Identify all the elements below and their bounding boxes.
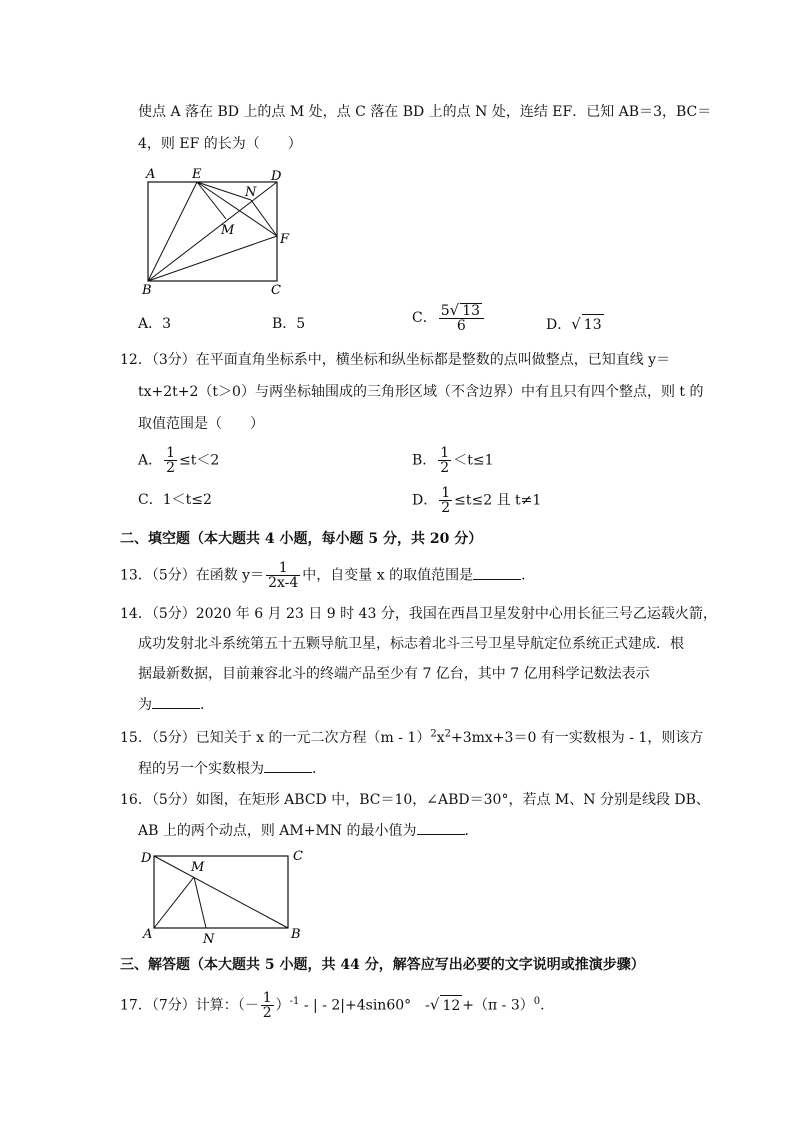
q16-line1: 16．（5分）如图，在矩形 ABCD 中，BC＝10，∠ABD＝30°，若点 M、N 分别是线段 DB、	[120, 792, 710, 808]
q11-option-d[interactable]	[546, 314, 604, 335]
q12-option-d-suffix: ≤t≤2 且 t≠1	[454, 492, 542, 509]
q11-option-c-prefix: C．	[412, 310, 437, 326]
q12-option-a-fraction: $\frac{1}{2}$	[166, 445, 176, 476]
q14-end: ．	[200, 697, 214, 713]
q16-label-d: D	[141, 851, 152, 866]
q15-part-a: 15．（5分）已知关于 x 的一元二次方程（m - 1）	[120, 730, 431, 746]
q11-label-n: N	[245, 185, 257, 200]
q11-option-c[interactable]	[412, 303, 486, 333]
q11-label-a: A	[146, 167, 156, 182]
q16-label-c: C	[293, 849, 303, 864]
q13-answer-blank[interactable]	[473, 565, 521, 580]
q13	[120, 561, 535, 590]
q13-prefix: 13．（5分）在函数 y＝	[120, 567, 265, 584]
q17-end: ．	[540, 997, 555, 1014]
q11-option-c-den: 6	[456, 318, 466, 334]
q12-option-c[interactable]: C．1＜t≤2	[138, 492, 212, 508]
q12-line3: 取值范围是（ ）	[138, 416, 264, 432]
q17-sup2: 0	[533, 995, 541, 1007]
q15-line2-prefix: 程的另一个实数根为	[138, 761, 264, 777]
q11-option-c-coef: 5	[440, 303, 450, 319]
q11-option-d-prefix: D．	[546, 317, 572, 333]
q11-line1: 使点 A 落在 BD 上的点 M 处，点 C 落在 BD 上的点 N 处，连结 EF．已知 AB＝3，BC＝	[138, 104, 712, 120]
q11-option-a[interactable]: A．3	[138, 316, 172, 332]
q11-option-c-fraction	[439, 303, 484, 333]
q15-line2	[138, 758, 326, 779]
q12-option-a-prefix: A．	[138, 452, 163, 469]
q14-answer-blank[interactable]	[152, 694, 200, 709]
q11-figure	[138, 164, 298, 300]
q11-label-f: F	[280, 232, 290, 247]
q15-part-b: x	[436, 730, 445, 746]
q11-label-m: M	[221, 223, 235, 238]
q16-label-a: A	[143, 927, 153, 942]
q14-line4	[138, 694, 214, 715]
q12-option-b-suffix: ＜t≤1	[453, 452, 494, 469]
q16-end: ．	[464, 823, 479, 839]
q16-answer-blank[interactable]	[417, 820, 465, 835]
q11-option-d-radicand: 13	[582, 314, 604, 335]
section-fill-in-title: 二、填空题（本大题共 4 小题，每小题 5 分，共 20 分）	[120, 531, 483, 547]
q14-line1: 14．（5分）2020 年 6 月 23 日 9 时 43 分，我国在西昌卫星发射中心用长征三号乙运载火箭，	[120, 606, 717, 622]
q11-label-d: D	[271, 169, 282, 184]
q15-answer-blank[interactable]	[264, 758, 312, 773]
q16-label-m: M	[191, 860, 205, 875]
q16-label-n: N	[203, 932, 215, 947]
q12-line2: tx+2t+2（t＞0）与两坐标轴围成的三角形区域（不含边界）中有且只有四个整点，则 t 的	[138, 384, 704, 400]
q13-end: ．	[521, 567, 536, 584]
q15-line1	[120, 728, 703, 748]
q17-prefix: 17．（7分）计算：（－	[120, 997, 259, 1014]
q17-part1: ）	[275, 997, 290, 1014]
q17-radicand: 12	[440, 995, 462, 1016]
q17	[120, 991, 554, 1020]
q16-line2-prefix: AB 上的两个动点，则 AM+MN 的最小值为	[138, 823, 417, 839]
q17-sup1: -1	[289, 995, 300, 1007]
q12-option-d-fraction: $\frac{1}{2}$	[441, 485, 451, 516]
q12-option-b-prefix: B．	[412, 452, 437, 469]
q16-label-b: B	[291, 927, 301, 942]
q12-option-d[interactable]	[412, 486, 541, 515]
q12-line1: 12．（3分）在平面直角坐标系中，横坐标和纵坐标都是整数的点叫做整点，已知直线 y＝	[120, 352, 671, 368]
q17-fraction: $\frac{1}{2}$	[262, 990, 272, 1021]
q11-label-e: E	[192, 167, 202, 182]
q12-option-d-prefix: D．	[412, 492, 438, 509]
q13-fraction: $\frac{1}{2x-4}$	[268, 560, 299, 591]
q14-line3: 据最新数据，目前兼容北斗的终端产品至少有 7 亿台，其中 7 亿用科学记数法表示	[138, 666, 650, 682]
sqrt-icon: √	[429, 995, 440, 1014]
q16-line2	[138, 820, 479, 841]
q16-figure	[138, 846, 310, 948]
q17-part3: +（π - 3）	[462, 997, 534, 1014]
q11-line2: 4，则 EF 的长为（ ）	[138, 136, 302, 152]
q15-end: ．	[312, 761, 326, 777]
section-answer-title: 三、解答题（本大题共 5 小题，共 44 分，解答应写出必要的文字说明或推演步骤）	[120, 957, 645, 973]
q14-line2: 成功发射北斗系统第五十五颗导航卫星，标志着北斗三号卫星导航定位系统正式建成．根	[138, 636, 684, 652]
q12-option-b-fraction: $\frac{1}{2}$	[440, 445, 450, 476]
sqrt-icon: √	[449, 301, 460, 319]
q15-sup1: 2	[430, 728, 437, 740]
q12-option-a[interactable]	[138, 446, 219, 475]
q17-part2: - | - 2|+4sin60° -	[299, 997, 430, 1014]
q13-suffix: 中，自变量 x 的取值范围是	[302, 567, 474, 584]
q15-sup2: 2	[444, 728, 451, 740]
q14-line4-prefix: 为	[138, 697, 152, 713]
q11-label-c: C	[271, 283, 281, 298]
q11-label-b: B	[142, 283, 152, 298]
q11-option-b[interactable]: B．5	[272, 316, 306, 332]
q11-option-c-radicand: 13	[462, 303, 481, 319]
sqrt-icon: √	[571, 315, 581, 333]
q15-part-c: +3mx+3＝0 有一实数根为 - 1，则该方	[451, 730, 704, 746]
q12-option-b[interactable]	[412, 446, 493, 475]
q12-option-a-suffix: ≤t＜2	[179, 452, 220, 469]
